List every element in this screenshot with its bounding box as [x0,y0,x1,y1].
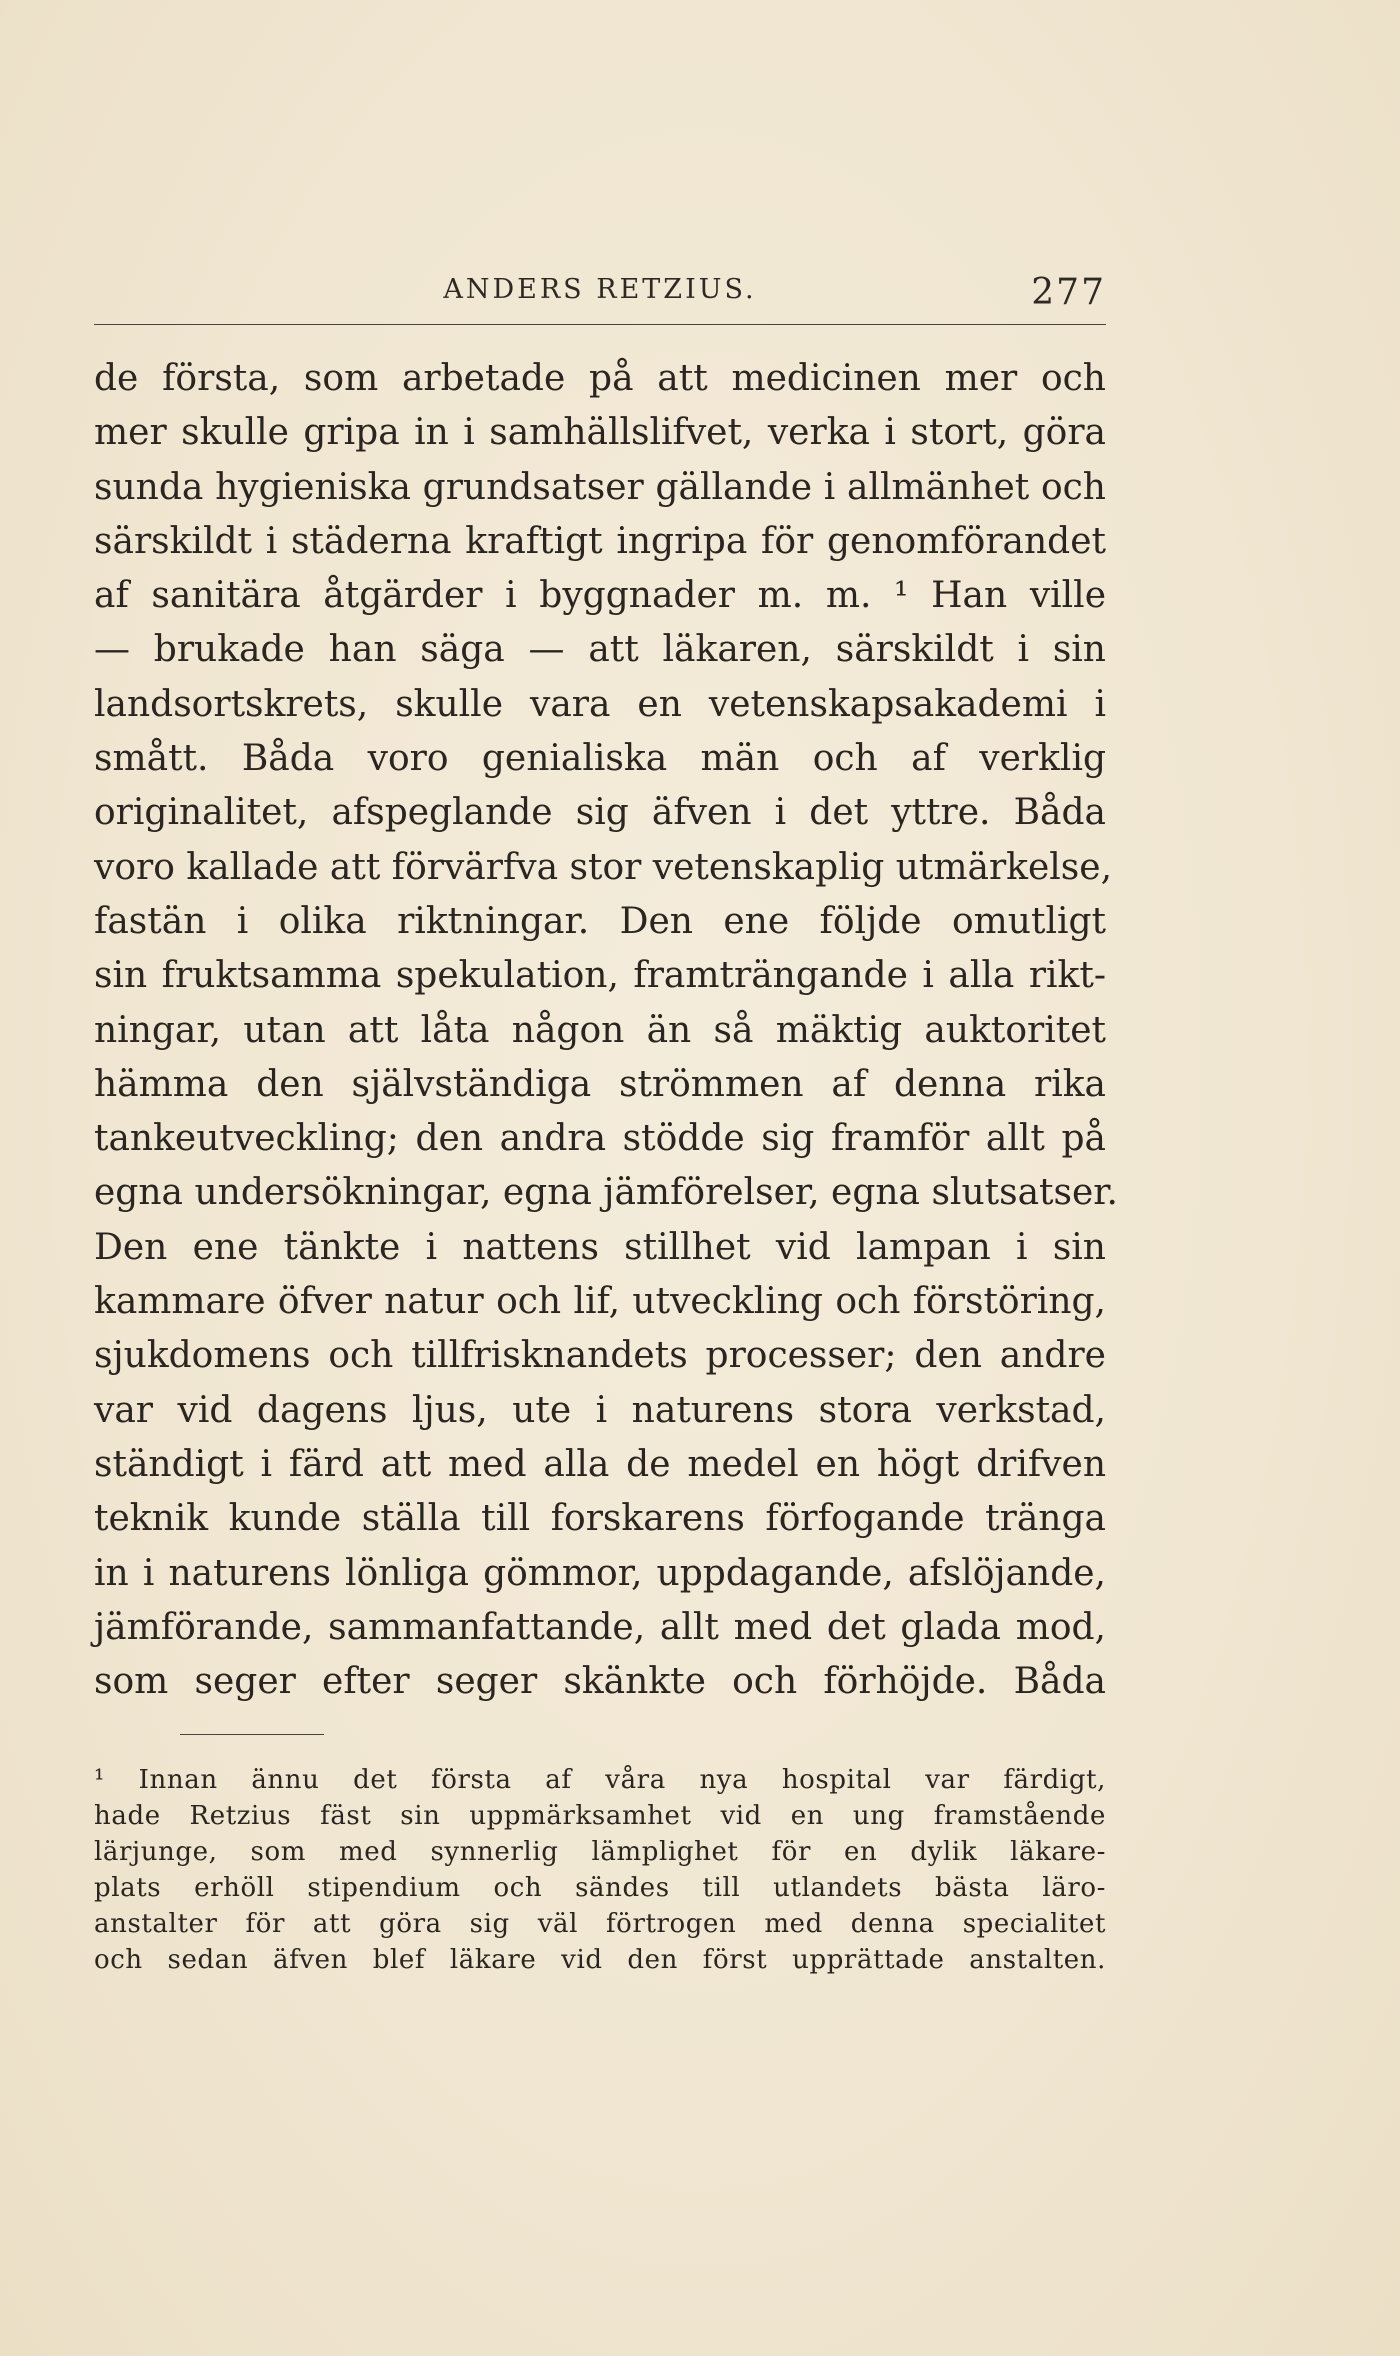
text-line: Den ene tänkte i nattens stillhet vid lampan i sin [94,1226,1106,1268]
footnote-line: plats erhöll stipendium och sändes till utlandets bästa läro- [94,1873,1106,1903]
text-line: originalitet, afspeglande sig äfven i det yttre. Båda [94,792,1106,834]
text-line: sin fruktsamma spekulation, framträngande i alla rikt- [94,955,1106,997]
text-line: var vid dagens ljus, ute i naturens stora verkstad, [94,1389,1106,1431]
footnote-line: anstalter för att göra sig väl förtrogen med denna specialitet [94,1909,1106,1939]
footnote-line: hade Retzius fäst sin uppmärksamhet vid en ung framstående [94,1801,1106,1831]
text-line: af sanitära åtgärder i byggnader m. m. ¹ Han ville [94,575,1106,617]
text-line: som seger efter seger skänkte och förhöjde. Båda [94,1661,1106,1703]
body-text [94,352,1118,1709]
text-line: landsortskrets, skulle vara en vetenskapsakademi i [94,683,1106,725]
footnotes [94,1762,1106,1978]
text-line: jämförande, sammanfattande, allt med det glada mod, [94,1606,1106,1648]
text-line: särskildt i städerna kraftigt ingripa för genomförandet [94,520,1106,562]
text-line: voro kallade att förvärfva stor vetenskaplig utmärkelse, [94,846,1113,888]
text-line: sjukdomens och tillfrisknandets processer; den andre [94,1335,1106,1377]
page-number: 277 [1031,272,1106,313]
text-line: in i naturens lönliga gömmor, uppdagande, afslöjande, [94,1552,1106,1594]
text-line: sunda hygieniska grundsatser gällande i allmänhet och [94,466,1106,508]
running-head: ANDERS RETZIUS. [443,274,757,305]
text-line: de första, som arbetade på att medicinen mer och [94,358,1106,399]
text-line: mer skulle gripa in i samhällslifvet, verka i stort, göra [94,412,1106,454]
text-line: tankeutveckling; den andra stödde sig framför allt på [94,1118,1106,1160]
text-line: teknik kunde ställa till forskarens förfogande tränga [94,1498,1106,1540]
text-line: ständigt i färd att med alla de medel en högt drifven [94,1443,1106,1485]
footnote-line: lärjunge, som med synnerlig lämplighet för en dylik läkare- [94,1837,1106,1867]
text-line: hämma den självständiga strömmen af denna rika [94,1063,1106,1105]
footnote-rule [180,1734,324,1735]
text-line: smått. Båda voro genialiska män och af verklig [94,738,1106,780]
footnote-line: och sedan äfven blef läkare vid den först upprättade anstalten. [94,1945,1106,1975]
header-rule [94,324,1106,325]
text-line: fastän i olika riktningar. Den ene följde omutligt [94,900,1106,942]
page-header [94,270,1106,316]
footnote-line: ¹ Innan ännu det första af våra nya hospital var färdigt, [94,1765,1106,1795]
text-line: egna undersökningar, egna jämförelser, egna slutsatser. [94,1172,1118,1214]
text-line: — brukade han säga — att läkaren, särskildt i sin [94,629,1106,671]
text-line: kammare öfver natur och lif, utveckling och förstöring, [94,1281,1106,1323]
text-line: ningar, utan att låta någon än så mäktig auktoritet [94,1009,1106,1051]
